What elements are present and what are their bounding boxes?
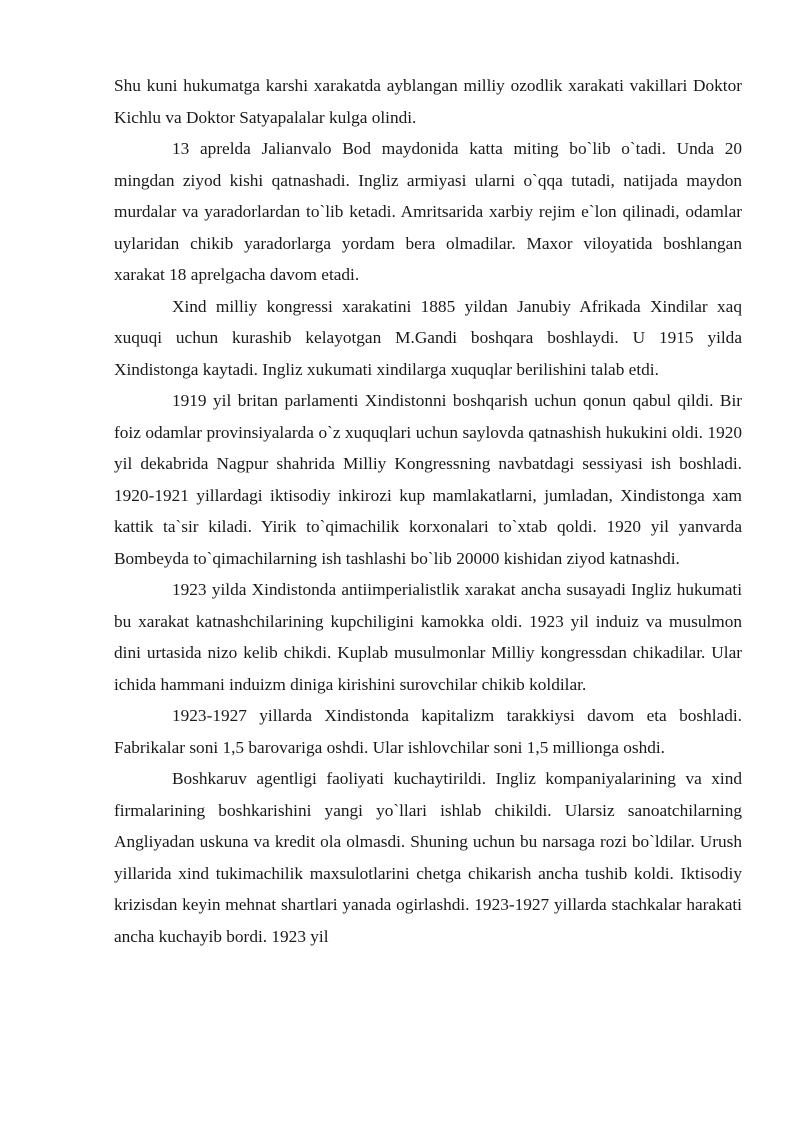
paragraph-4: 1919 yil britan parlamenti Xindistonni boshqarish uchun qonun qabul qildi. Bir foiz odamlar provinsiyalarda o`z xuquqlari uchun saylovda qatnashish hukukini oldi. 1920 yil dekabrida Nagpur shahrida Milliy Kongressning navbatdagi sessiyasi ish boshladi. 1920-1921 yillardagi iktisodiy inkirozi kup mamlakatlarni, jumladan, Xindistonga xam kattik ta`sir kiladi. Yirik to`qimachilik korxonalari to`xtab qoldi. 1920 yil yanvarda Bombeyda to`qimachilarning ish tashlashi bo`lib 20000 kishidan ziyod katnashdi. (114, 391, 742, 568)
paragraph-3: Xind milliy kongressi xarakatini 1885 yildan Janubiy Afrikada Xindilar xaq xuquqi uchun kurashib kelayotgan M.Gandi boshqara boshlaydi. U 1915 yilda Xindistonga kaytadi. Ingliz xukumati xindilarga xuquqlar berilishini talab etdi. (114, 296, 742, 379)
paragraph-6: 1923-1927 yillarda Xindistonda kapitalizm tarakkiysi davom eta boshladi. Fabrikalar soni 1,5 barovariga oshdi. Ular ishlovchilar soni 1,5 millionga oshdi. (114, 706, 742, 757)
paragraph-7: Boshkaruv agentligi faoliyati kuchaytirildi. Ingliz kompaniyalarining va xind firmalarining boshkarishini yangi yo`llari ishlab chikildi. Ularsiz sanoatchilarning Angliyadan uskuna va kredit ola olmasdi. Shuning uchun bu narsaga rozi bo`ldilar. Urush yillarida xind tukimachilik maxsulotlarini chetga chikarish ancha tushib koldi. Iktisodiy krizisdan keyin mehnat shartlari yanada ogirlashdi. 1923-1927 yillarda stachkalar harakati ancha kuchayib bordi. 1923 yil (114, 769, 742, 946)
paragraph-2: 13 aprelda Jalianvalo Bod maydonida katta miting bo`lib o`tadi. Unda 20 mingdan ziyod kishi qatnashadi. Ingliz armiyasi ularni o`qqa tutadi, natijada maydon murdalar va yaradorlardan to`lib ketadi. Amritsarida xarbiy rejim e`lon qilinadi, odamlar uylaridan chikib yaradorlarga yordam bera olmadilar. Maxor viloyatida boshlangan xarakat 18 aprelgacha davom etadi. (114, 139, 742, 284)
document-page (114, 70, 742, 952)
paragraph-1: Shu kuni hukumatga karshi xarakatda ayblangan milliy ozodlik xarakati vakillari Doktor Kichlu va Doktor Satyapalalar kulga olindi. (114, 76, 742, 127)
paragraph-5: 1923 yilda Xindistonda antiimperialistlik xarakat ancha susayadi Ingliz hukumati bu xarakat katnashchilarining kupchiligini kamokka oldi. 1923 yil induiz va musulmon dini urtasida nizo kelib chikdi. Kuplab musulmonlar Milliy kongressdan chikadilar. Ular ichida hammani induizm diniga kirishini surovchilar chikib koldilar. (114, 580, 742, 694)
